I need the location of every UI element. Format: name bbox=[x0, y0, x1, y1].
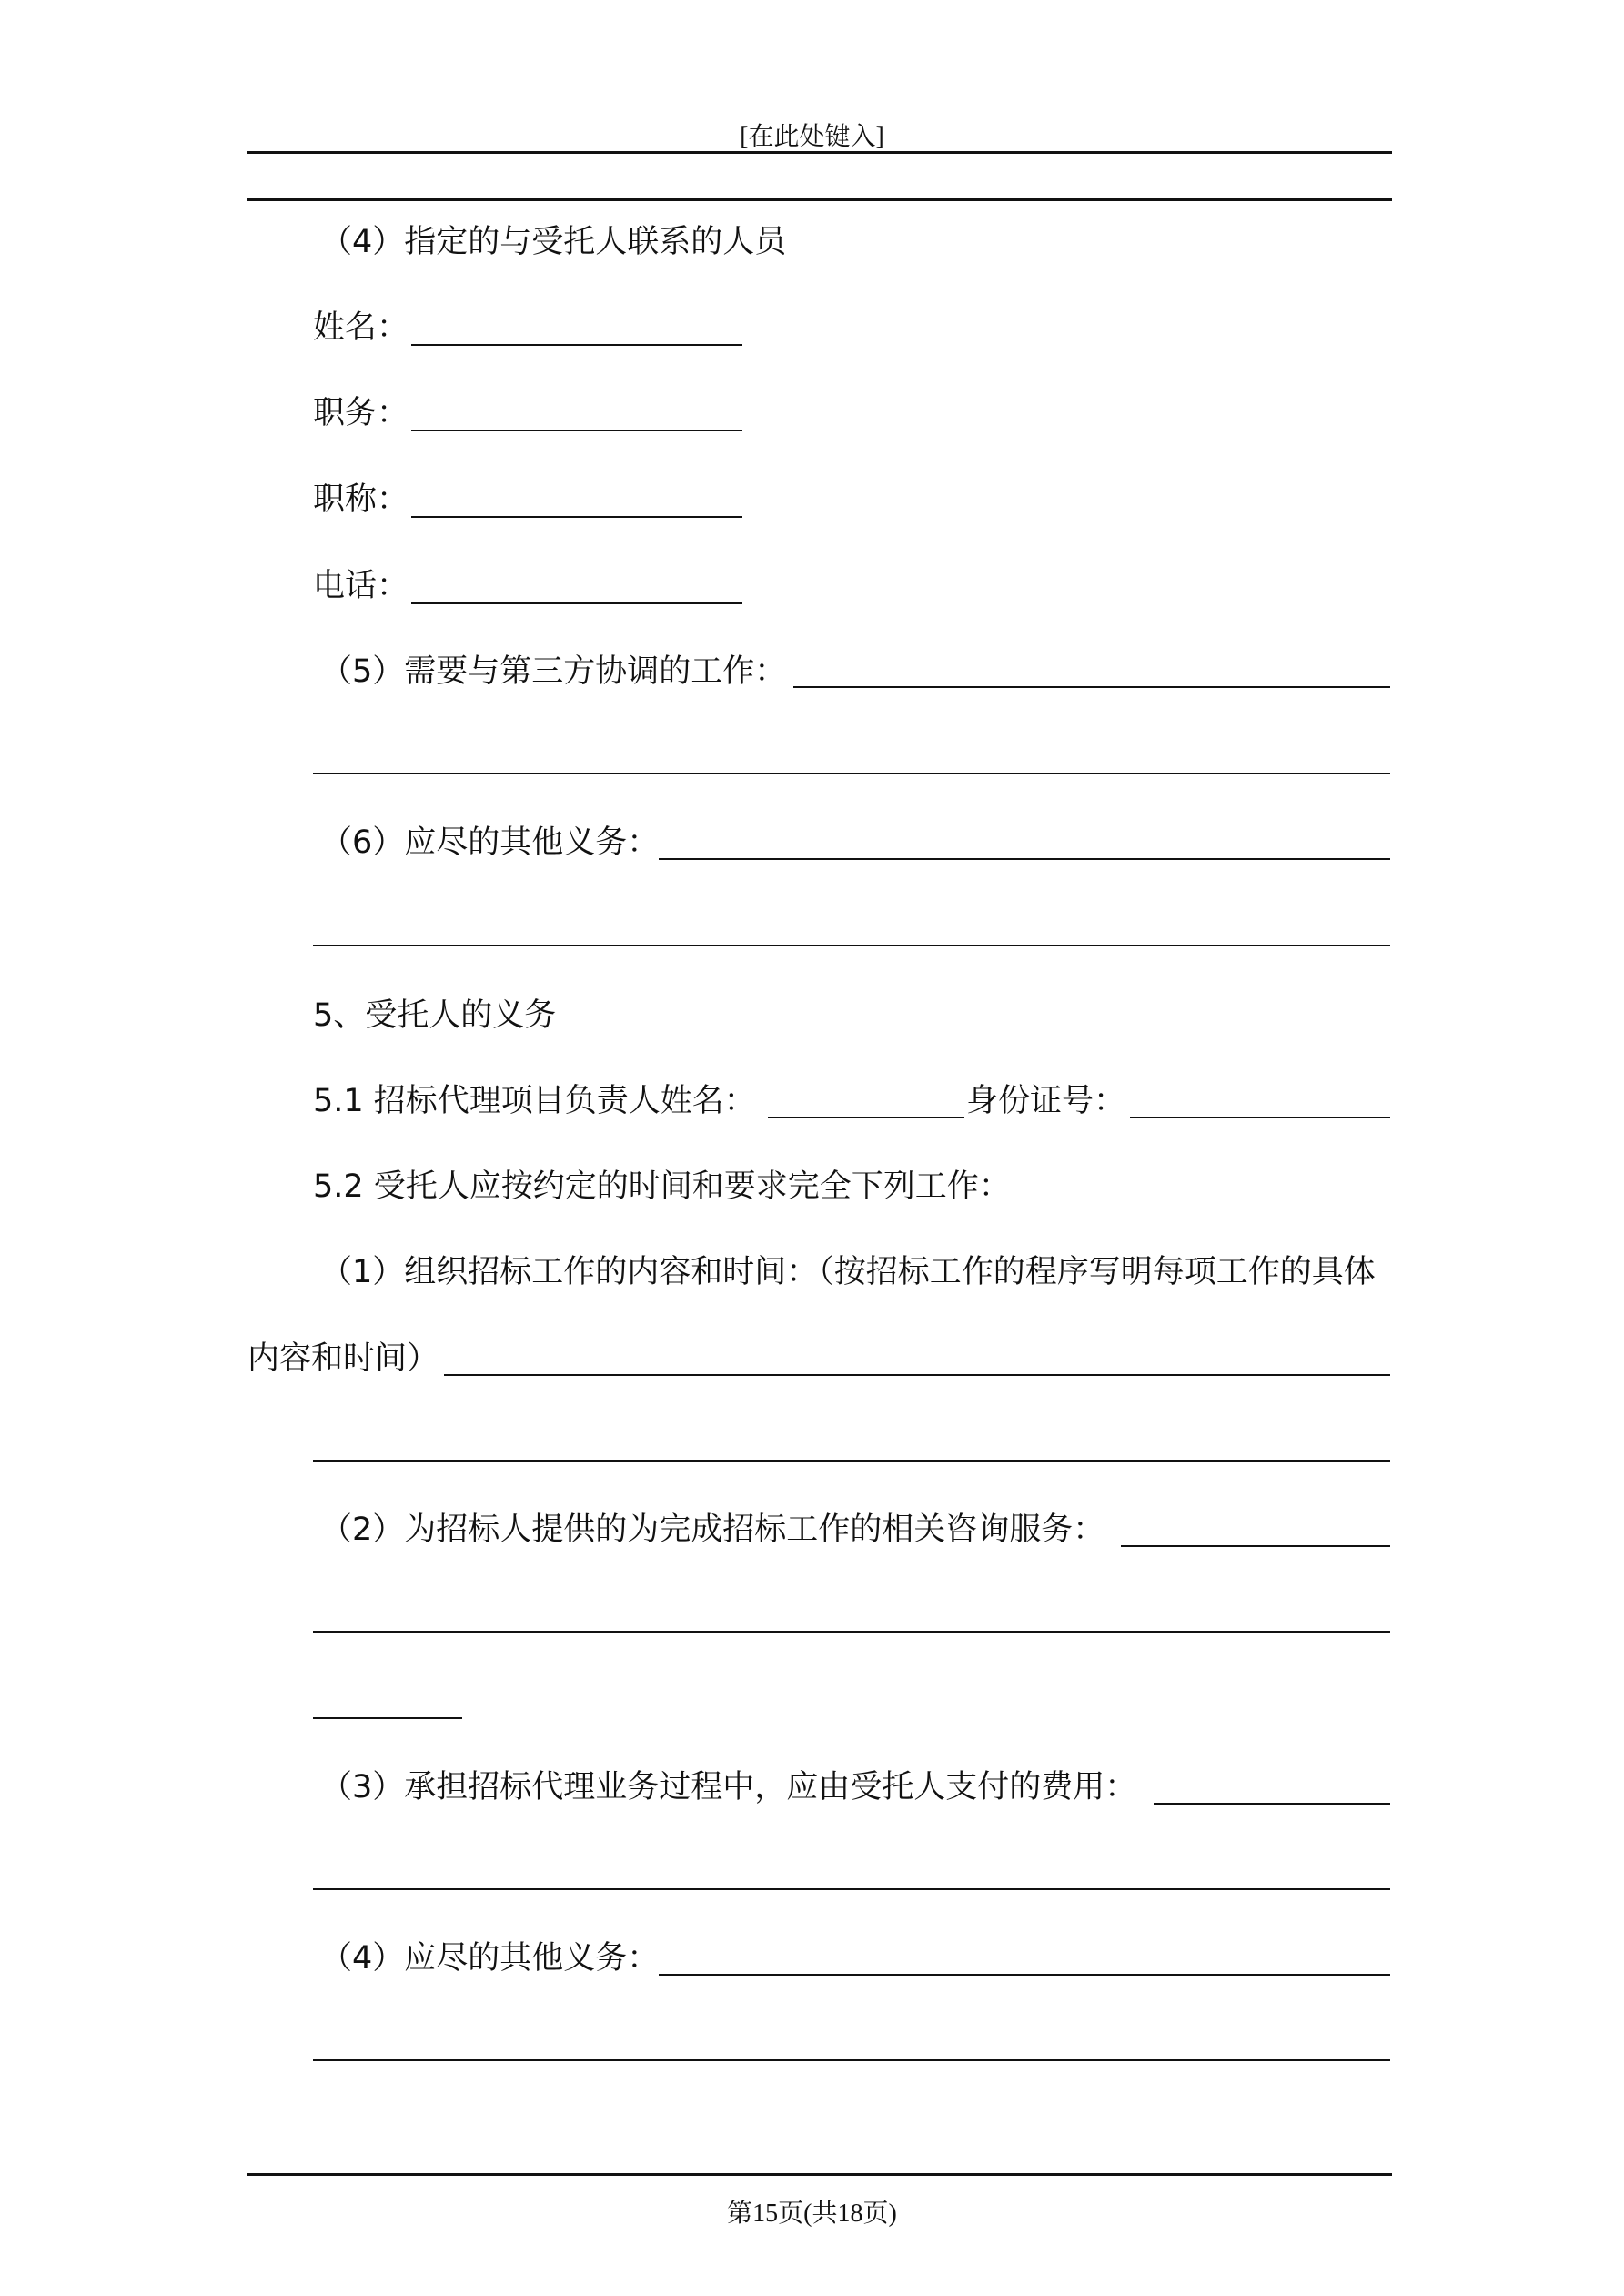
section5-heading: 5、受托人的义务 bbox=[313, 997, 557, 1034]
tender-work-content-field[interactable] bbox=[444, 1374, 1390, 1376]
client-other-duties-field[interactable] bbox=[659, 858, 1390, 860]
project-lead-name-label: 5.1 招标代理项目负责人姓名： bbox=[313, 1083, 756, 1119]
phone-field[interactable] bbox=[411, 602, 742, 604]
agent-other-duties-label: （4）应尽的其他义务： bbox=[320, 1940, 660, 1977]
client-other-duties-field-line2[interactable] bbox=[313, 945, 1390, 946]
footer-rule bbox=[247, 2173, 1392, 2176]
id-number-label: 身份证号： bbox=[966, 1083, 1126, 1119]
phone-label: 电话： bbox=[313, 568, 409, 604]
third-party-work-field-line2[interactable] bbox=[313, 773, 1390, 774]
professional-title-field[interactable] bbox=[411, 516, 742, 518]
third-party-work-label: （5）需要与第三方协调的工作： bbox=[320, 653, 787, 690]
body-top-rule bbox=[247, 198, 1392, 201]
agent-other-duties-field-line2[interactable] bbox=[313, 2059, 1390, 2061]
project-lead-name-field[interactable] bbox=[768, 1117, 964, 1118]
consulting-services-label: （2）为招标人提供的为完成招标工作的相关咨询服务： bbox=[320, 1512, 1105, 1548]
title-label: 职称： bbox=[313, 481, 409, 518]
position-label: 职务： bbox=[313, 395, 409, 431]
name-field[interactable] bbox=[411, 344, 742, 346]
position-field[interactable] bbox=[411, 430, 742, 431]
tender-work-content-line1: （1）组织招标工作的内容和时间：（按招标工作的程序写明每项工作的具体 bbox=[320, 1254, 1376, 1290]
agent-other-duties-field[interactable] bbox=[659, 1974, 1390, 1976]
consulting-services-field-line2[interactable] bbox=[313, 1631, 1390, 1633]
tender-work-content-field-line2[interactable] bbox=[313, 1460, 1390, 1462]
id-number-field[interactable] bbox=[1130, 1117, 1390, 1118]
page-footer: 第15页(共18页) bbox=[727, 2200, 897, 2228]
tender-work-content-line2: 内容和时间） bbox=[247, 1340, 439, 1377]
agent-expenses-field-line2[interactable] bbox=[313, 1888, 1390, 1890]
header-rule bbox=[247, 151, 1392, 154]
contact-person-heading: （4）指定的与受托人联系的人员 bbox=[320, 224, 787, 260]
name-label: 姓名： bbox=[313, 309, 409, 346]
agent-expenses-field[interactable] bbox=[1154, 1803, 1390, 1805]
consulting-services-field[interactable] bbox=[1121, 1545, 1390, 1547]
consulting-services-field-line3[interactable] bbox=[313, 1717, 462, 1719]
agent-work-intro: 5.2 受托人应按约定的时间和要求完全下列工作： bbox=[313, 1168, 1011, 1205]
third-party-work-field[interactable] bbox=[793, 686, 1390, 688]
page-header: [在此处键入] bbox=[740, 123, 884, 151]
agent-expenses-label: （3）承担招标代理业务过程中，应由受托人支付的费用： bbox=[320, 1769, 1137, 1805]
client-other-duties-label: （6）应尽的其他义务： bbox=[320, 824, 660, 861]
